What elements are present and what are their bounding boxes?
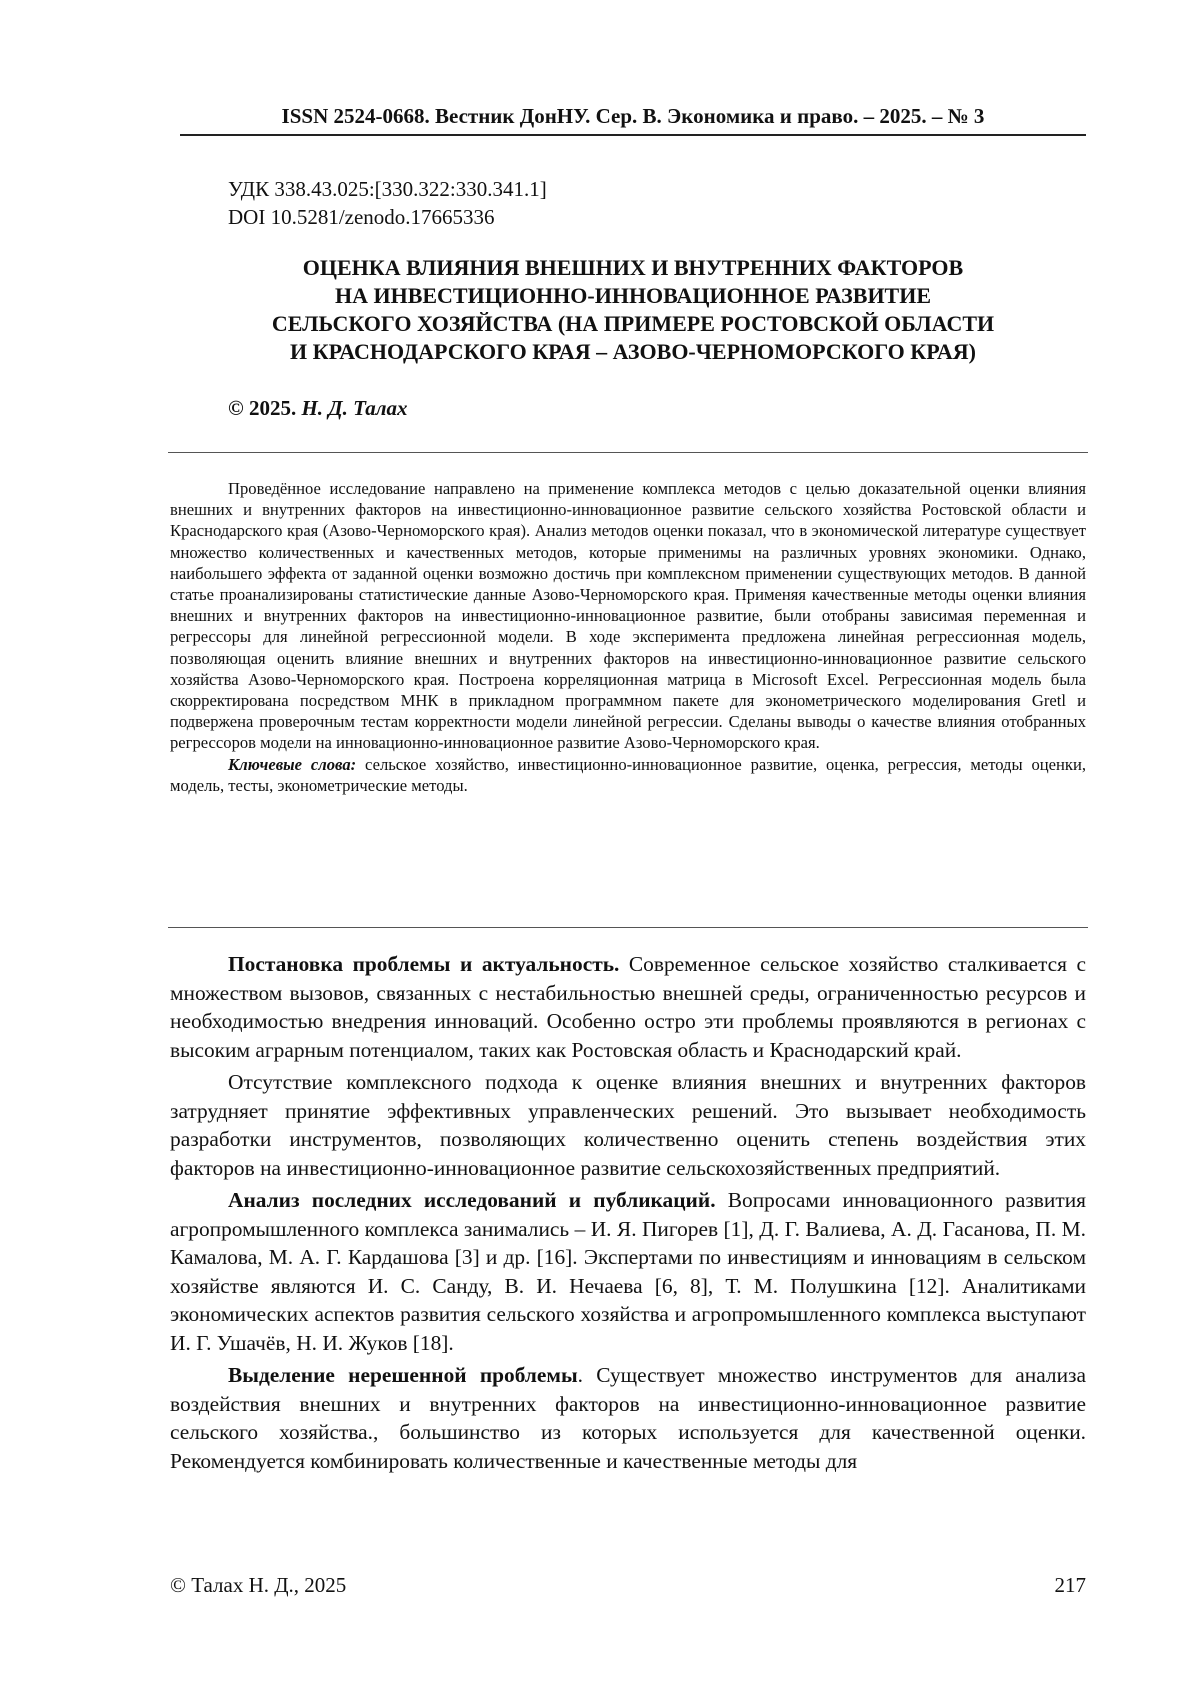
- title-line: СЕЛЬСКОГО ХОЗЯЙСТВА (НА ПРИМЕРЕ РОСТОВСКОЙ ОБЛАСТИ: [271, 311, 995, 336]
- author-line: [228, 396, 407, 421]
- article-meta: [228, 175, 547, 231]
- abstract: [170, 478, 1086, 796]
- udc-code: УДК 338.43.025:[330.322:330.341.1]: [228, 177, 547, 201]
- paragraph-text: Вопросами инновационного развития агропромышленного комплекса занимались – И. Я. Пигорев [1], Д. Г. Валиева, А. Д. Гасанова, П. М. Камалова, М. А. Г. Кардашова [3] и др. [16]. Экспертами по инвестициям и инновациям в сельском хозяйстве являются И. С. Санду, В. И. Нечаева [6, 8], Т. М. Полушкина [12]. Аналитиками экономических аспектов развития сельского хозяйства и агропромышленного комплекса выступают И. Г. Ушачёв, Н. И. Жуков [18].: [170, 1188, 1086, 1355]
- title-line: И КРАСНОДАРСКОГО КРАЯ – АЗОВО-ЧЕРНОМОРСКОГО КРАЯ): [290, 339, 976, 364]
- section-heading: Постановка проблемы и актуальность.: [228, 952, 620, 976]
- header-divider: [180, 134, 1086, 136]
- title-line: ОЦЕНКА ВЛИЯНИЯ ВНЕШНИХ И ВНУТРЕННИХ ФАКТОРОВ: [302, 255, 964, 280]
- article-body: [170, 950, 1086, 1479]
- page-number: 217: [1054, 1573, 1086, 1597]
- paragraph-text: . Существует множество инструментов для анализа воздействия внешних и внутренних факторов на инвестиционно-инновационное развитие сельского хозяйства., большинство из которых используется для качественной оценки. Рекомендуется комбинировать количественные и качественные методы для: [170, 1363, 1086, 1473]
- running-header: ISSN 2524-0668. Вестник ДонНУ. Сер. В. Экономика и право. – 2025. – № 3: [281, 104, 985, 128]
- article-title: [180, 254, 1086, 366]
- keywords-label: Ключевые слова:: [228, 754, 357, 774]
- section-heading: Анализ последних исследований и публикаций.: [228, 1188, 716, 1212]
- title-line: НА ИНВЕСТИЦИОННО-ИННОВАЦИОННОЕ РАЗВИТИЕ: [334, 283, 932, 308]
- section-heading: Выделение нерешенной проблемы: [228, 1363, 578, 1387]
- body-paragraph: [170, 1361, 1086, 1475]
- doi-link[interactable]: DOI 10.5281/zenodo.17665336: [228, 205, 495, 229]
- body-paragraph: [170, 1186, 1086, 1357]
- footer-copyright: © Талах Н. Д., 2025: [170, 1573, 347, 1597]
- keywords-text: сельское хозяйство, инвестиционно-инновационное развитие, оценка, регрессия, методы оценки, модель, тесты, эконометрические методы.: [170, 754, 1086, 795]
- body-paragraph: [170, 950, 1086, 1064]
- author-name: Н. Д. Талах: [301, 396, 408, 420]
- paragraph-text: Современное сельское хозяйство сталкивается с множеством вызовов, связанных с нестабильностью внешней среды, ограниченностью ресурсов и необходимостью внедрения инноваций. Особенно остро эти проблемы проявляются в регионах с высоким аграрным потенциалом, таких как Ростовская область и Краснодарский край.: [170, 952, 1086, 1062]
- abstract-text: Проведённое исследование направлено на применение комплекса методов с целью доказательной оценки влияния внешних и внутренних факторов на инвестиционно-инновационное развитие сельского хозяйства Ростовской области и Краснодарского края (Азово-Черноморского края). Анализ методов оценки показал, что в экономической литературе существует множество количественных и качественных методов, которые применимы на различных уровнях экономики. Однако, наибольшего эффекта от заданной оценки возможно достичь при комплексном применении существующих методов. В данной статье проанализированы статистические данные Азово-Черноморского края. Применяя качественные методы оценки влияния внешних и внутренних факторов на инвестиционно-инновационное развитие, были отобраны зависимая переменная и регрессоры для линейной регрессионной модели. В ходе эксперимента предложена линейная регрессионная модель, позволяющая оценить влияние внешних и внутренних факторов на инвестиционно-инновационное развитие сельского хозяйства Азово-Черноморского края. Построена корреляционная матрица в Microsoft Excel. Регрессионная модель была скорректирована посредством МНК в прикладном программном пакете для эконометрического моделирования Gretl и подвержена проверочным тестам корректности модели линейной регрессии. Сделаны выводы о качестве влияния отобранных регрессоров модели на инновационно-инновационное развитие Азово-Черноморского края.: [170, 479, 1086, 753]
- body-paragraph: Отсутствие комплексного подхода к оценке влияния внешних и внутренних факторов затрудняет принятие эффективных управленческих решений. Это вызывает необходимость разработки инструментов, позволяющих количественно оценить степень воздействия этих факторов на инвестиционно-инновационное развитие сельскохозяйственных предприятий.: [170, 1070, 1086, 1180]
- abstract-top-divider: [168, 452, 1088, 453]
- keywords: [170, 754, 1086, 796]
- abstract-bottom-divider: [168, 927, 1088, 928]
- copyright-year: © 2025.: [228, 396, 297, 420]
